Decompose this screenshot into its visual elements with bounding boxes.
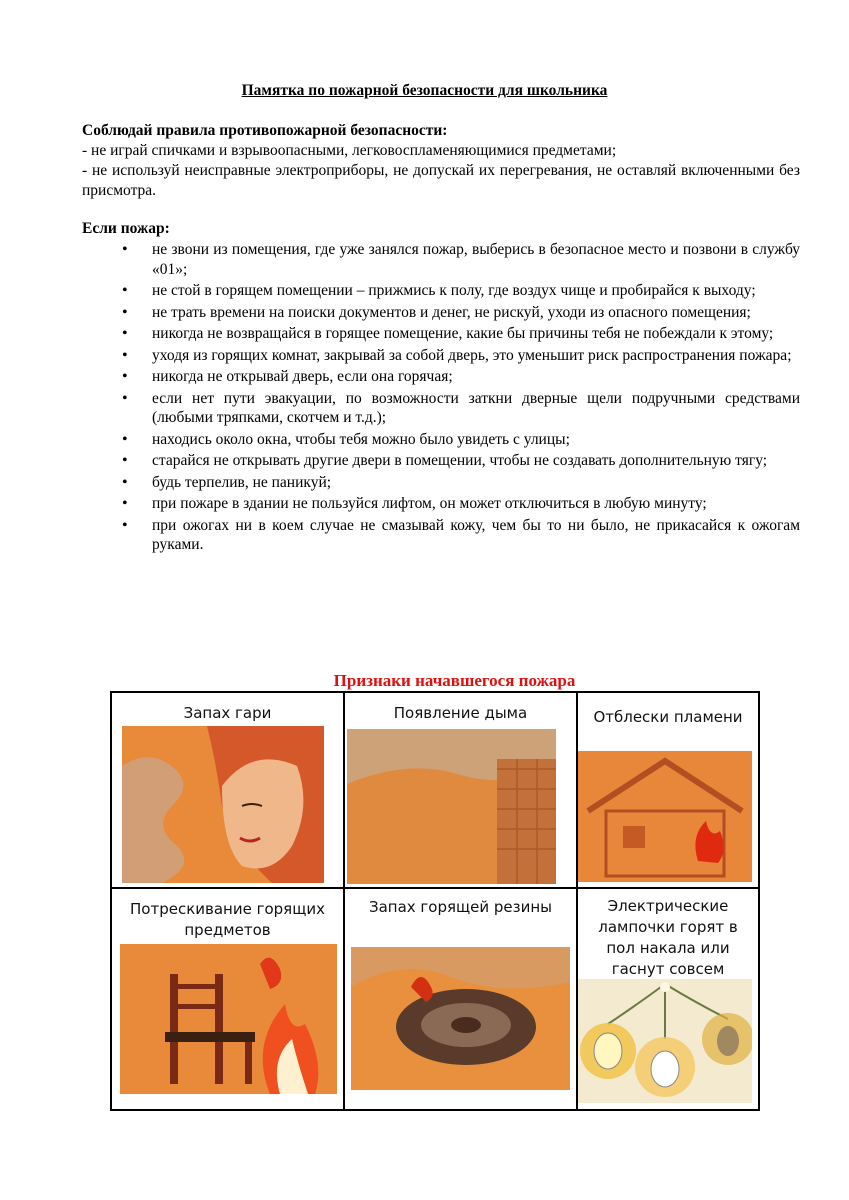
sign-label: Электрические лампочки горят в пол накала или гаснут совсем (598, 897, 738, 978)
light-bulbs-icon (578, 979, 752, 1103)
face-smelling-smoke-icon (122, 726, 324, 883)
burning-tire-icon (351, 947, 570, 1090)
list-item: • при пожаре в здании не пользуйся лифтом, он может отключиться в любую минуту; (122, 494, 800, 514)
rule-item: - не используй неисправные электроприборы, не допускай их перегревания, не оставляй включенными без присмотра. (82, 162, 800, 199)
sign-cell-burning-smell (112, 693, 343, 887)
fire-heading: Если пожар: (82, 220, 170, 237)
rules-heading: Соблюдай правила противопожарной безопасности: (82, 122, 448, 139)
sign-cell-light-bulbs (578, 889, 758, 1109)
sign-cell-crackling (112, 889, 343, 1109)
burning-chair-icon (120, 944, 337, 1094)
list-item: • старайся не открывать другие двери в помещении, чтобы не создавать дополнительную тягу; (122, 451, 800, 471)
sign-label: Отблески пламени (593, 708, 743, 726)
fire-instructions-list (122, 240, 800, 557)
smoke-wall-icon (347, 729, 556, 884)
house-fire-icon (578, 751, 752, 882)
list-item: • при ожогах ни в коем случае не смазывай кожу, чем бы то ни было, не прикасайся к ожогам руками. (122, 516, 800, 555)
rule-item: - не играй спичками и взрывоопасными, легковоспламеняющимися предметами; (82, 142, 617, 159)
list-item: • уходя из горящих комнат, закрывай за собой дверь, это уменьшит риск распространения пожара; (122, 346, 800, 366)
sign-label: Запах гари (183, 704, 272, 722)
list-item: • не трать времени на поиски документов и денег, не рискуй, уходи из опасного помещения; (122, 303, 800, 323)
list-item: • будь терпелив, не паникуй; (122, 473, 800, 493)
sign-label: Запах горящей резины (368, 898, 553, 916)
sign-cell-smoke (345, 693, 576, 887)
sign-cell-flame-glare (578, 693, 758, 887)
list-item: • никогда не возвращайся в горящее помещение, какие бы причины тебя не побеждали к этому; (122, 324, 800, 344)
signs-table (110, 691, 760, 1111)
sign-label: Появление дыма (393, 704, 528, 722)
list-item: • если нет пути эвакуации, по возможности заткни дверные щели подручными средствами (любыми тряпками, скотчем и т.д.); (122, 389, 800, 428)
list-item: • никогда не открывай дверь, если она горячая; (122, 367, 800, 387)
sign-cell-burning-rubber (345, 889, 576, 1109)
list-item: • не звони из помещения, где уже занялся пожар, выберись в безопасное место и позвони в службу «01»; (122, 240, 800, 279)
list-item: • находись около окна, чтобы тебя можно было увидеть с улицы; (122, 430, 800, 450)
document-title: Памятка по пожарной безопасности для школьника (241, 82, 608, 99)
signs-heading: Признаки начавшегося пожара (333, 671, 576, 690)
sign-label: Потрескивание горящих предметов (130, 900, 325, 939)
list-item: • не стой в горящем помещении – прижмись к полу, где воздух чище и пробирайся к выходу; (122, 281, 800, 301)
